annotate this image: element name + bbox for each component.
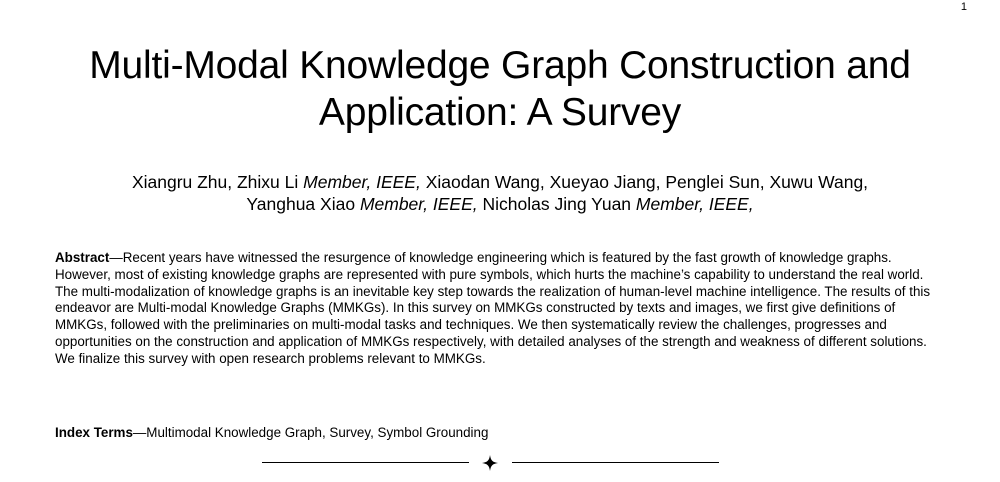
author-membership: Member, IEEE, (359, 194, 478, 214)
paper-title-line-2: Application: A Survey (318, 91, 682, 134)
abstract (55, 250, 945, 368)
author-membership: Member, IEEE, (635, 194, 754, 214)
index-terms-label: Index Terms (55, 425, 133, 440)
author-names: Nicholas Jing Yuan (482, 194, 632, 214)
author-names: Yanghua Xiao (246, 194, 356, 214)
author-membership: Member, IEEE, (303, 172, 421, 192)
author-names: Xiangru Zhu, Zhixu Li (131, 172, 299, 192)
abstract-label: Abstract (55, 250, 110, 265)
four-point-star-icon (481, 454, 499, 472)
page-number: 1 (960, 1, 967, 13)
author-names: Xiaodan Wang, Xueyao Jiang, Penglei Sun, Xuwu Wang, (425, 172, 869, 192)
index-terms (55, 425, 945, 442)
divider-line-right (512, 462, 719, 463)
divider-line-left (262, 462, 469, 463)
index-terms-dash: — (132, 425, 147, 440)
abstract-dash: — (109, 250, 123, 265)
section-divider (0, 454, 1000, 474)
index-terms-text: Multimodal Knowledge Graph, Survey, Symbol Grounding (146, 425, 489, 440)
abstract-text: Recent years have witnessed the resurgence of knowledge engineering which is featured by the fast growth of knowledge graphs. However, most of existing knowledge graphs are represented with pure symbols, which hurts the machine’s capability to understand the real world. The multi-modalization of knowledge graphs is an inevitable key step towards the realization of human-level machine intelligence. The results of this endeavor are Multi-modal Knowledge Graphs (MMKGs). In this survey on MMKGs constructed by texts and images, we first give definitions of MMKGs, followed with the preliminaries on multi-modal tasks and techniques. We then systematically review the challenges, progresses and opportunities on the construction and application of MMKGs respectively, with detailed analyses of the strength and weakness of different solutions. We finalize this survey with open research problems relevant to MMKGs. (55, 250, 931, 366)
author-list (0, 171, 1000, 215)
paper-title (0, 42, 1000, 136)
paper-title-line-1: Multi-Modal Knowledge Graph Construction and (89, 44, 911, 87)
